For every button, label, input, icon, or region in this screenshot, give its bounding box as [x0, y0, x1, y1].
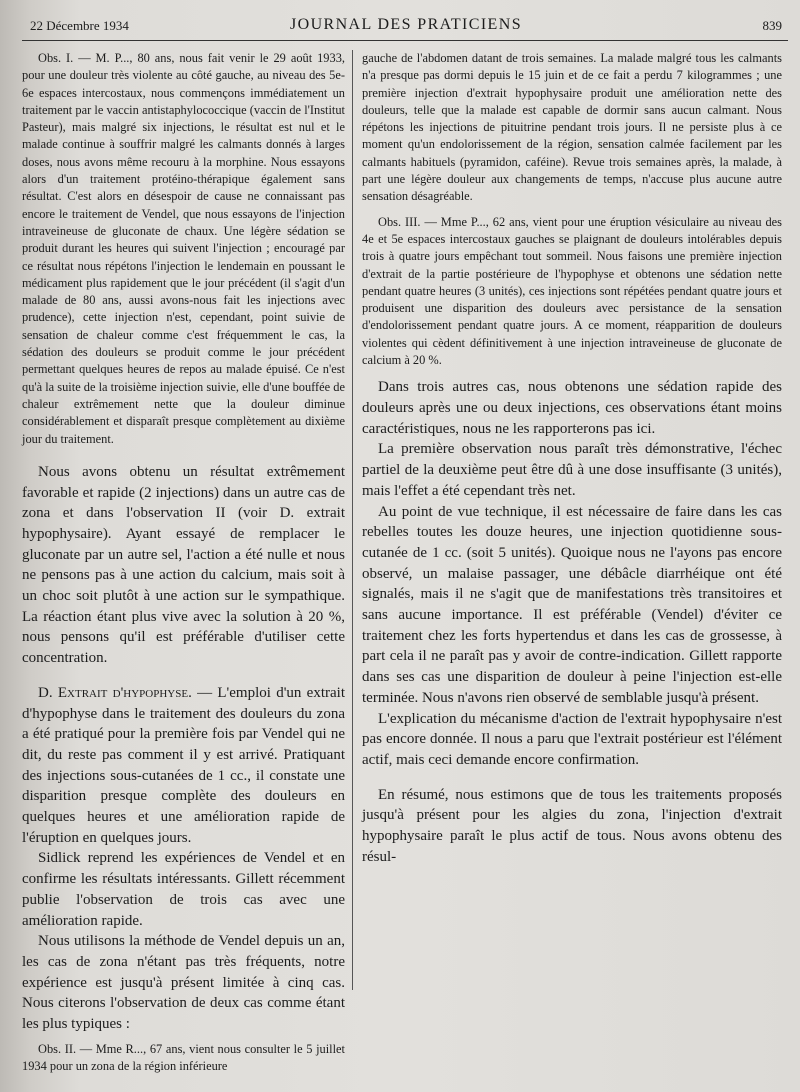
- observation-3: Obs. III. — Mme P..., 62 ans, vient pour une éruption vésiculaire au niveau des 4e et 5e espaces intercostaux gauches se plaignant de douleurs intolérables depuis trois à quatre jours empêchant tout sommeil. Nous faisons une première injection d'extrait de la partie postérieure de l'hypophyse et obtenons une sédation nette pendant quatre heures (3 unités), ces injections sont répétées pendant quatre jours et produisent une disparition des douleurs avec persistance de la sensation d'endolorissement pendant quatre jours. A ce moment, réapparition de douleurs violentes qui cèdent définitivement à une injection intraveineuse de gluconate de calcium à 20 %.: [362, 214, 782, 368]
- paragraph-method: Nous utilisons la méthode de Vendel depuis un an, les cas de zona n'étant pas très fréquents, notre expérience est jusqu'à présent limitée à cinq cas. Nous citerons l'observation de deux cas comme étant les plus typiques :: [22, 933, 345, 1033]
- observation-2-continued: gauche de l'abdomen datant de trois semaines. La malade malgré tous les calmants n'a presque pas dormi depuis le 15 juin et de ce fait a perdu 7 kilogrammes ; une première injection d'extrait hypophysaire produit une amélioration nette des douleurs, telle que la malade est capable de dormir sans aucun calmant. Nous répétons les injections de pituitrine pendant trois jours. Il ne persiste plus à ce moment qu'un endolorissement de la région, sensation calmée facilement par les calmants habituels (pyramidon, caféine). Revue trois semaines après, la malade, à part une légère douleur aux changements de temps, n'accuse plus aucune autre sensation désagréable.: [362, 51, 782, 204]
- section-d-heading: D. Extrait d'hypophyse.: [38, 684, 192, 701]
- page-header: [30, 14, 782, 40]
- section-d-paragraph: [22, 683, 345, 849]
- paragraph-three-cases: Dans trois autres cas, nous obtenons une sédation rapide des douleurs après une ou deux injections, ces observations étant moins caractéristiques, nous ne les rapporterons pas ici.: [362, 379, 782, 437]
- section-d-text: — L'emploi d'un extrait d'hypophyse dans le traitement des douleurs du zona a été pratiqué pour la première fois par Vendel qui ne dit, du reste pas comment il y est arrivé. Pratiquant des injections sous-cutanées de 1 cc., il constate une disparition presque complète des douleurs en quelques heures et une amélioration rapide de l'éruption en quelques jours.: [22, 684, 345, 846]
- observation-1: Obs. I. — M. P..., 80 ans, nous fait venir le 29 août 1933, pour une douleur très violente au côté gauche, au niveau des 5e-6e espaces intercostaux, nous commençons immédiatement un traitement par le vaccin antistaphylococcique (vaccin de l'Institut Pasteur), mais malgré six injections, le résultat est nul et le malade continue à souffrir malgré les calmants donnés à larges doses, nous avons même recouru à la morphine. Nous essayons alors d'un traitement protéino-thérapique également sans résultat. C'est alors en désespoir de cause ne connaissant pas encore le traitement de Vendel, que nous essayons de l'injection intraveineuse de gluconate de chaux. Une légère sédation se produit durant les heures qui suivent l'injection ; encouragé par ce résultat nous répétons l'injection le lendemain en poussant le médicament plus rapidement que le jour précédent (il s'agit d'un malade de 80 ans, aussi avons-nous fait les injections avec prudence), cette injection n'est, cependant, point suivie de sensation de chaleur comme c'est fréquemment le cas, la sédation des douleurs se produit comme le jour précédent permettant quelques heures de repos au malade épuisé. Ce n'est qu'à la suite de la troisième injection suivie, elle d'une bouffée de chaleur extrêmement nette que la douleur diminue considérablement et disparaît presque complètement au dixième jour du traitement.: [22, 51, 345, 446]
- page-number: 839: [762, 18, 782, 33]
- observation-2: Obs. II. — Mme R..., 67 ans, vient nous consulter le 5 juillet 1934 pour un zona de la région inférieure: [22, 1041, 345, 1074]
- paragraph-summary: En résumé, nous estimons que de tous les traitements proposés jusqu'à présent pour les algies du zona, l'injection d'extrait hypophysaire paraît le plus actif de tous. Nous avons obtenu des résul-: [362, 786, 782, 865]
- paragraph-sidlick: Sidlick reprend les expériences de Vendel et en confirme les résultats intéressants. Gillett récemment publie l'observation de trois cas avec une amélioration rapide.: [22, 850, 345, 929]
- paragraph-technique: Au point de vue technique, il est nécessaire de faire dans les cas rebelles toutes les douze heures, une injection quotidienne sous-cutanée de 1 cc. (soit 5 unités). Quoique nous ne l'ayons pas encore observé, un malaise passager, une débâcle diarrhéique ont été signalés, mais il ne s'agit que de manifestations très transitoires et sans aucune importance. Il est préférable (Vendel) d'éviter ce traitement chez les forts hypertendus et dans les cas de grossesse, à part cela il ne paraît pas y avoir de contre-indication. Gillett rapporte dans ses cas une disparition de douleur à peine l'injection est-elle terminée. Nous n'avons rien observé de semblable jusqu'à présent.: [362, 503, 782, 706]
- left-column: [22, 50, 345, 1075]
- paragraph-result: Nous avons obtenu un résultat extrêmement favorable et rapide (2 injections) dans un autre cas de zona et dans l'observation II (voir D. extrait hypophysaire). Ayant essayé de remplacer le gluconate par un autre sel, l'action a été nulle et nous ne pensons pas à une action du calcium, mais soit à un choc soit plutôt à une action sur le sympathique. La réaction étant plus vive avec la solution à 20 %, nous pensons qu'il est préférable d'utiliser cette concentration.: [22, 463, 345, 667]
- journal-title: JOURNAL DES PRATICIENS: [289, 16, 522, 33]
- column-divider: [352, 50, 353, 990]
- right-column: [362, 50, 782, 868]
- paragraph-first-observation: La première observation nous paraît très démonstrative, l'échec partiel de la deuxième peut être dû à une dose insuffisante (3 unités), mais l'effet a été cependant très net.: [362, 441, 782, 499]
- header-date: 22 Décembre 1934: [30, 18, 129, 33]
- header-rule: [22, 40, 788, 41]
- paragraph-explanation: L'explication du mécanisme d'action de l'extrait hypophysaire n'est pas encore donnée. Il nous a paru que l'extrait postérieur est l'élément actif, mais ceci demande encore confirmation.: [362, 710, 782, 768]
